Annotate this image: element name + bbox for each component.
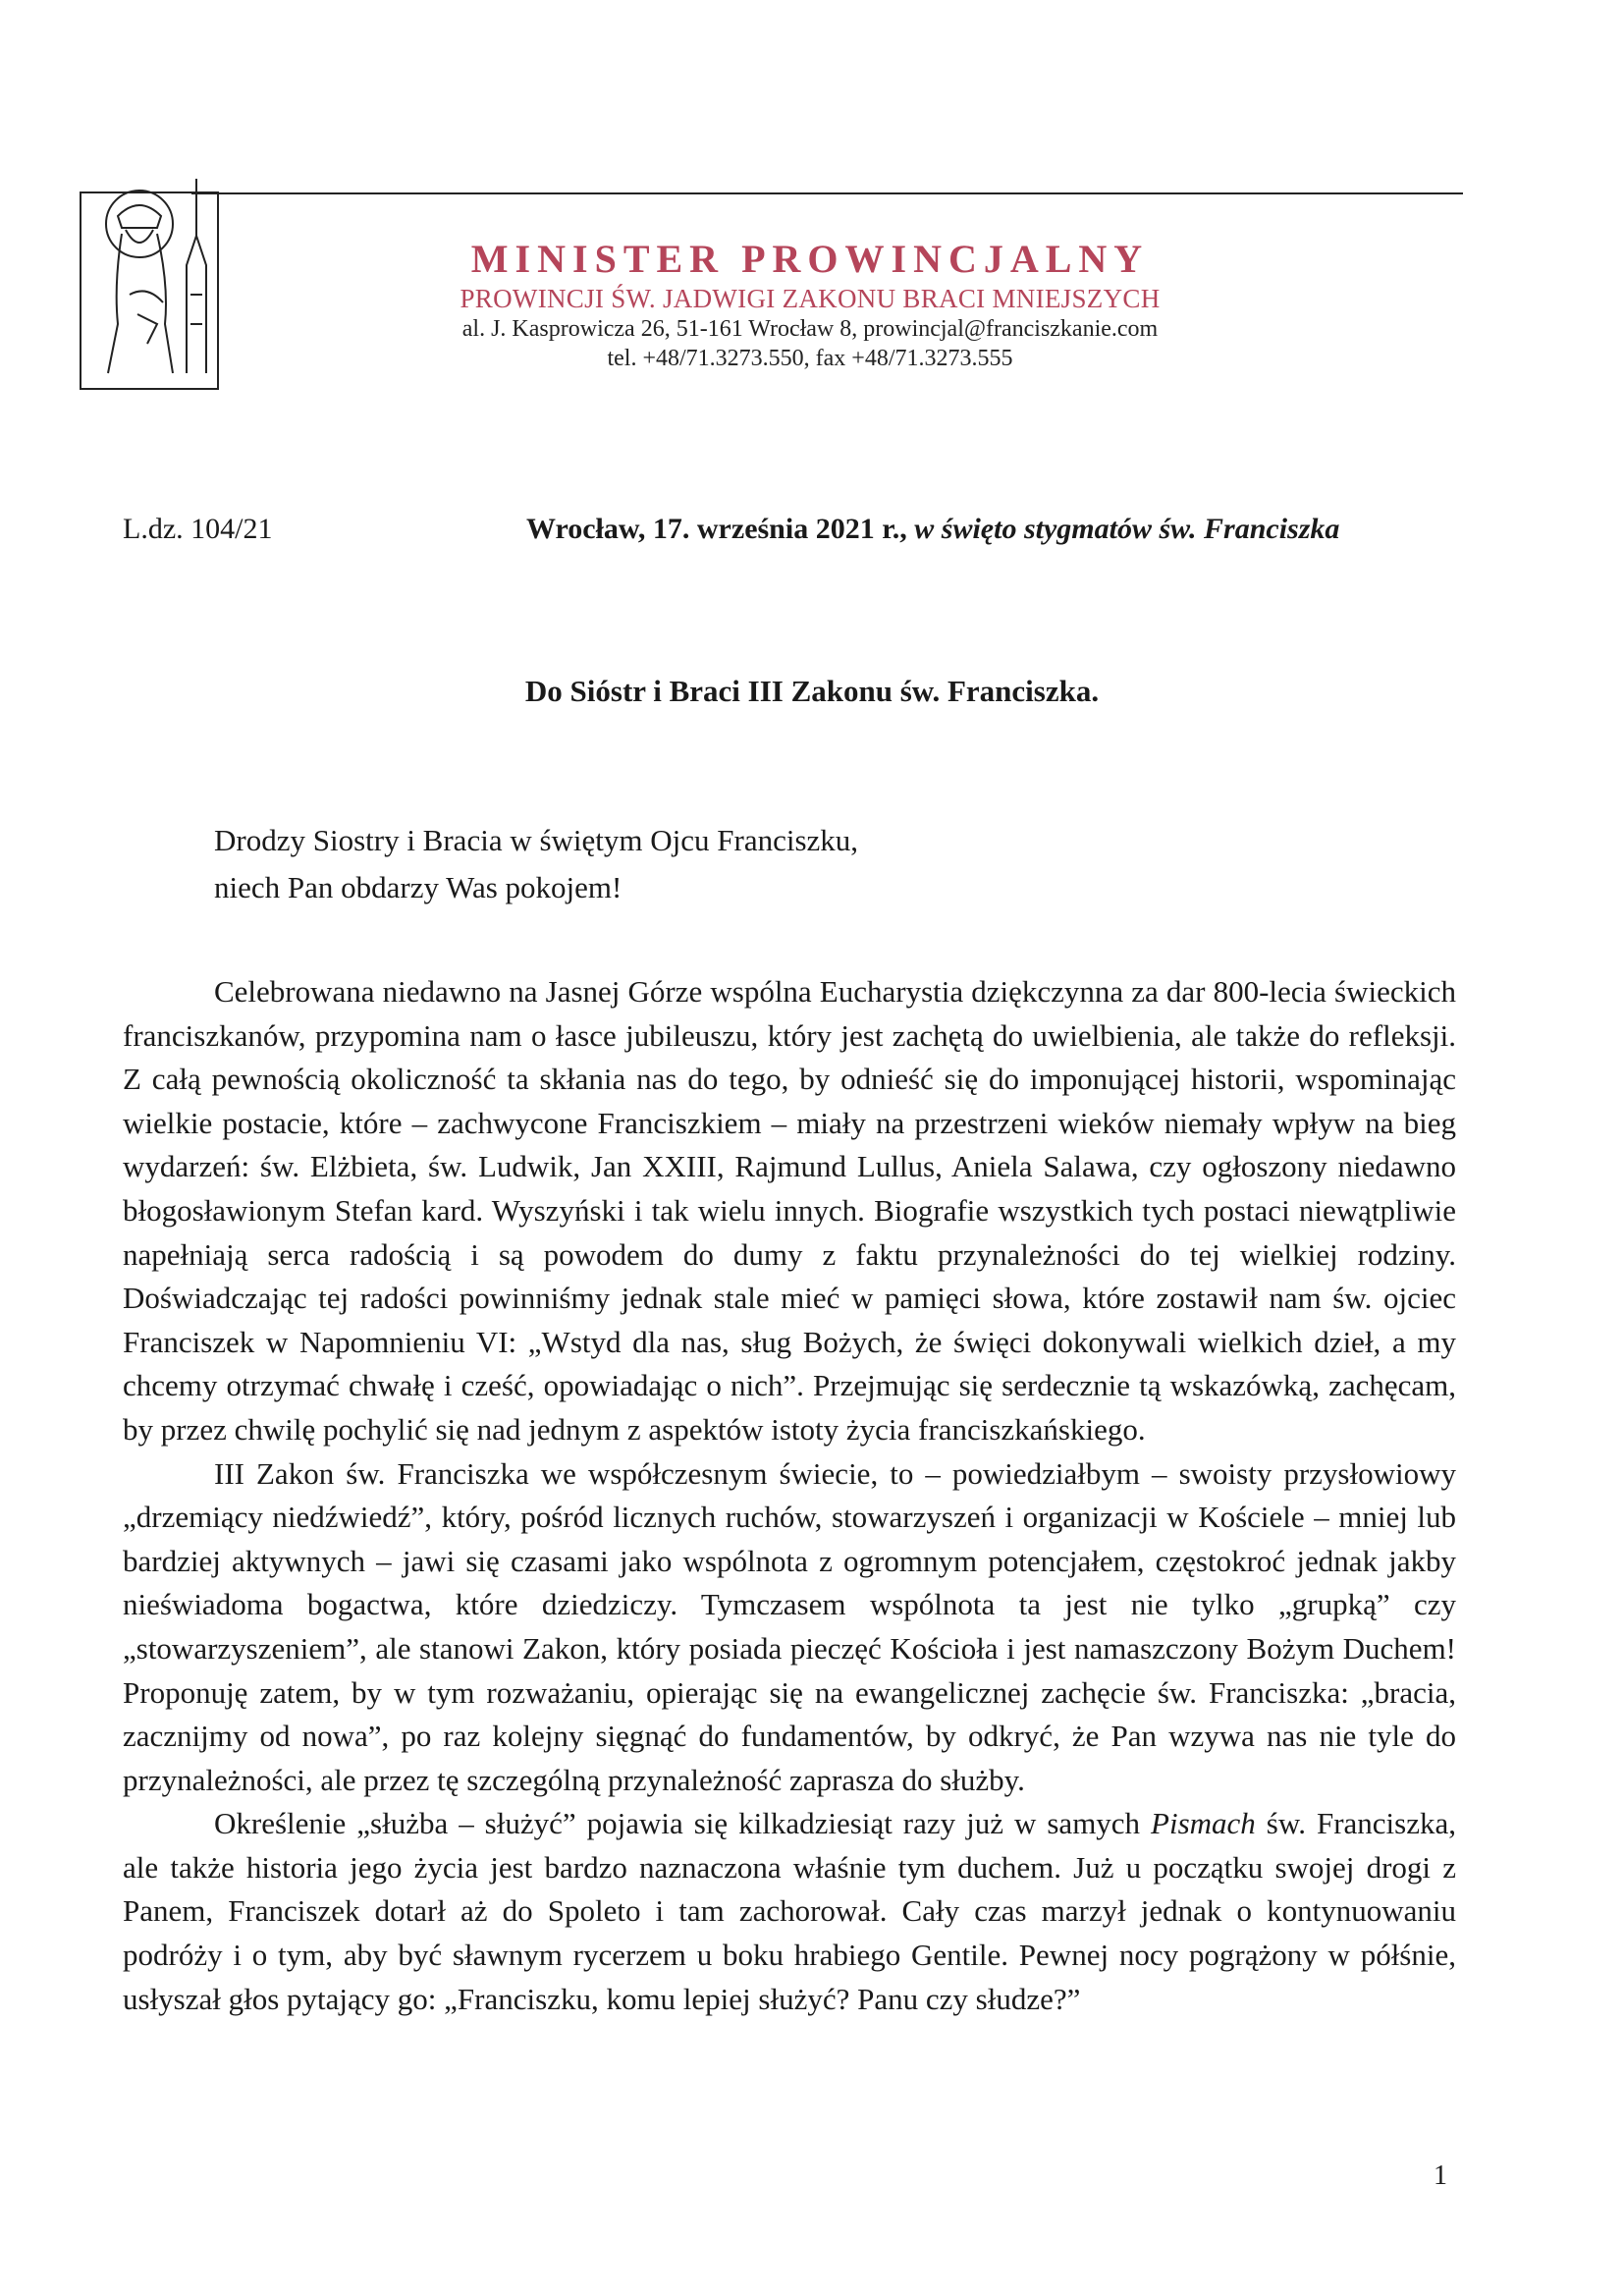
reference-number: L.dz. 104/21 [123,513,273,545]
letterhead-address: al. J. Kasprowicza 26, 51-161 Wrocław 8, prowincjal@franciszkanie.com [461,316,1159,342]
greeting-line-1: Drodzy Siostry i Bracia w świętym Ojcu Franciszku, [214,823,859,857]
greeting-line-2: niech Pan obdarzy Was pokojem! [214,870,623,904]
letterhead-phone: tel. +48/71.3273.550, fax +48/71.3273.555 [607,346,1013,371]
letterhead [295,236,1326,373]
paragraph-3-end: św. Franciszka, ale także historia jego życia jest bardzo naznaczona właśnie tym duchem. Już u początku swojej drogi z Panem, Franciszek dotarł aż do Spoleto i tam zachorował. Cały czas marzył jednak o kontynuowaniu podróży i o tym, aby być sławnym rycerzem u boku hrabiego Gentile. Pewnej nocy pogrążony w półśnie, usłyszał głos pytający go: „Franciszku, komu lepiej służyć? Panu czy słudze?” [123,1806,1456,2016]
letterhead-title: MINISTER PROWINCJALNY [470,237,1150,281]
addressee: Do Sióstr i Braci III Zakonu św. Franciszka. [524,674,1100,708]
letterhead-rule [191,192,1463,194]
paragraph-3 [123,1802,1456,2021]
greeting [214,817,858,911]
letterhead-subtitle: PROWINCJI ŚW. JADWIGI ZAKONU BRACI MNIEJSZYCH [460,284,1161,313]
paragraph-3-start: Określenie „służba – służyć” pojawia się kilkadziesiąt razy już w samych [214,1806,1141,1841]
paragraph-3-italic: Pismach [1151,1806,1256,1841]
saint-jadwiga-logo-icon [79,177,226,393]
date-line [526,513,1339,546]
paragraph-1: Celebrowana niedawno na Jasnej Górze wspólna Eucharystia dziękczynna za dar 800-lecia świeckich franciszkanów, przypomina nam o łasce jubileuszu, który jest zachętą do uwielbienia, ale także do refleksji. Z całą pewnością okoliczność ta skłania nas do tego, by odnieść się do imponującej historii, wspominając wielkie postacie, które – zachwycone Franciszkiem – miały na przestrzeni wieków niemały wpływ na bieg wydarzeń: św. Elżbieta, św. Ludwik, Jan XXIII, Rajmund Lullus, Aniela Salawa, czy ogłoszony niedawno błogosławionym Stefan kard. Wyszyński i tak wielu innych. Biografie wszystkich tych postaci niewątpliwie napełniają serca radością i są powodem do dumy z faktu przynależności do tej wielkiej rodziny. Doświadczając tej radości powinniśmy jednak stale mieć w pamięci słowa, które zostawił nam św. ojciec Franciszek w Napomnieniu VI: „Wstyd dla nas, sług Bożych, że święci dokonywali wielkich dzieł, a my chcemy otrzymać chwałę i cześć, opowiadając o nich”. Przejmując się serdecznie tą wskazówką, zachęcam, by przez chwilę pochylić się nad jednym z aspektów istoty życia franciszkańskiego. [123,974,1456,1447]
letter-body [123,970,1456,2021]
page-number: 1 [1434,2160,1447,2191]
place-date: Wrocław, 17. września 2021 r., [526,513,907,545]
occasion: w święto stygmatów św. Franciszka [914,513,1340,545]
paragraph-2: III Zakon św. Franciszka we współczesnym świecie, to – powiedziałbym – swoisty przysłowiowy „drzemiący niedźwiedź”, który, pośród licznych ruchów, stowarzyszeń i organizacji w Kościele – mniej lub bardziej aktywnych – jawi się czasami jako wspólnota z ogromnym potencjałem, częstokroć jednak jakby nieświadoma bogactwa, które dziedziczy. Tymczasem wspólnota ta jest nie tylko „grupką” czy „stowarzyszeniem”, ale stanowi Zakon, który posiada pieczęć Kościoła i jest namaszczony Bożym Duchem! Proponuję zatem, by w tym rozważaniu, opierając się na ewangelicznej zachęcie św. Franciszka: „bracia, zacznijmy od nowa”, po raz kolejny sięgnąć do fundamentów, by odkryć, że Pan wzywa nas nie tyle do przynależności, ale przez tę szczególną przynależność zaprasza do służby. [123,1455,1456,1797]
